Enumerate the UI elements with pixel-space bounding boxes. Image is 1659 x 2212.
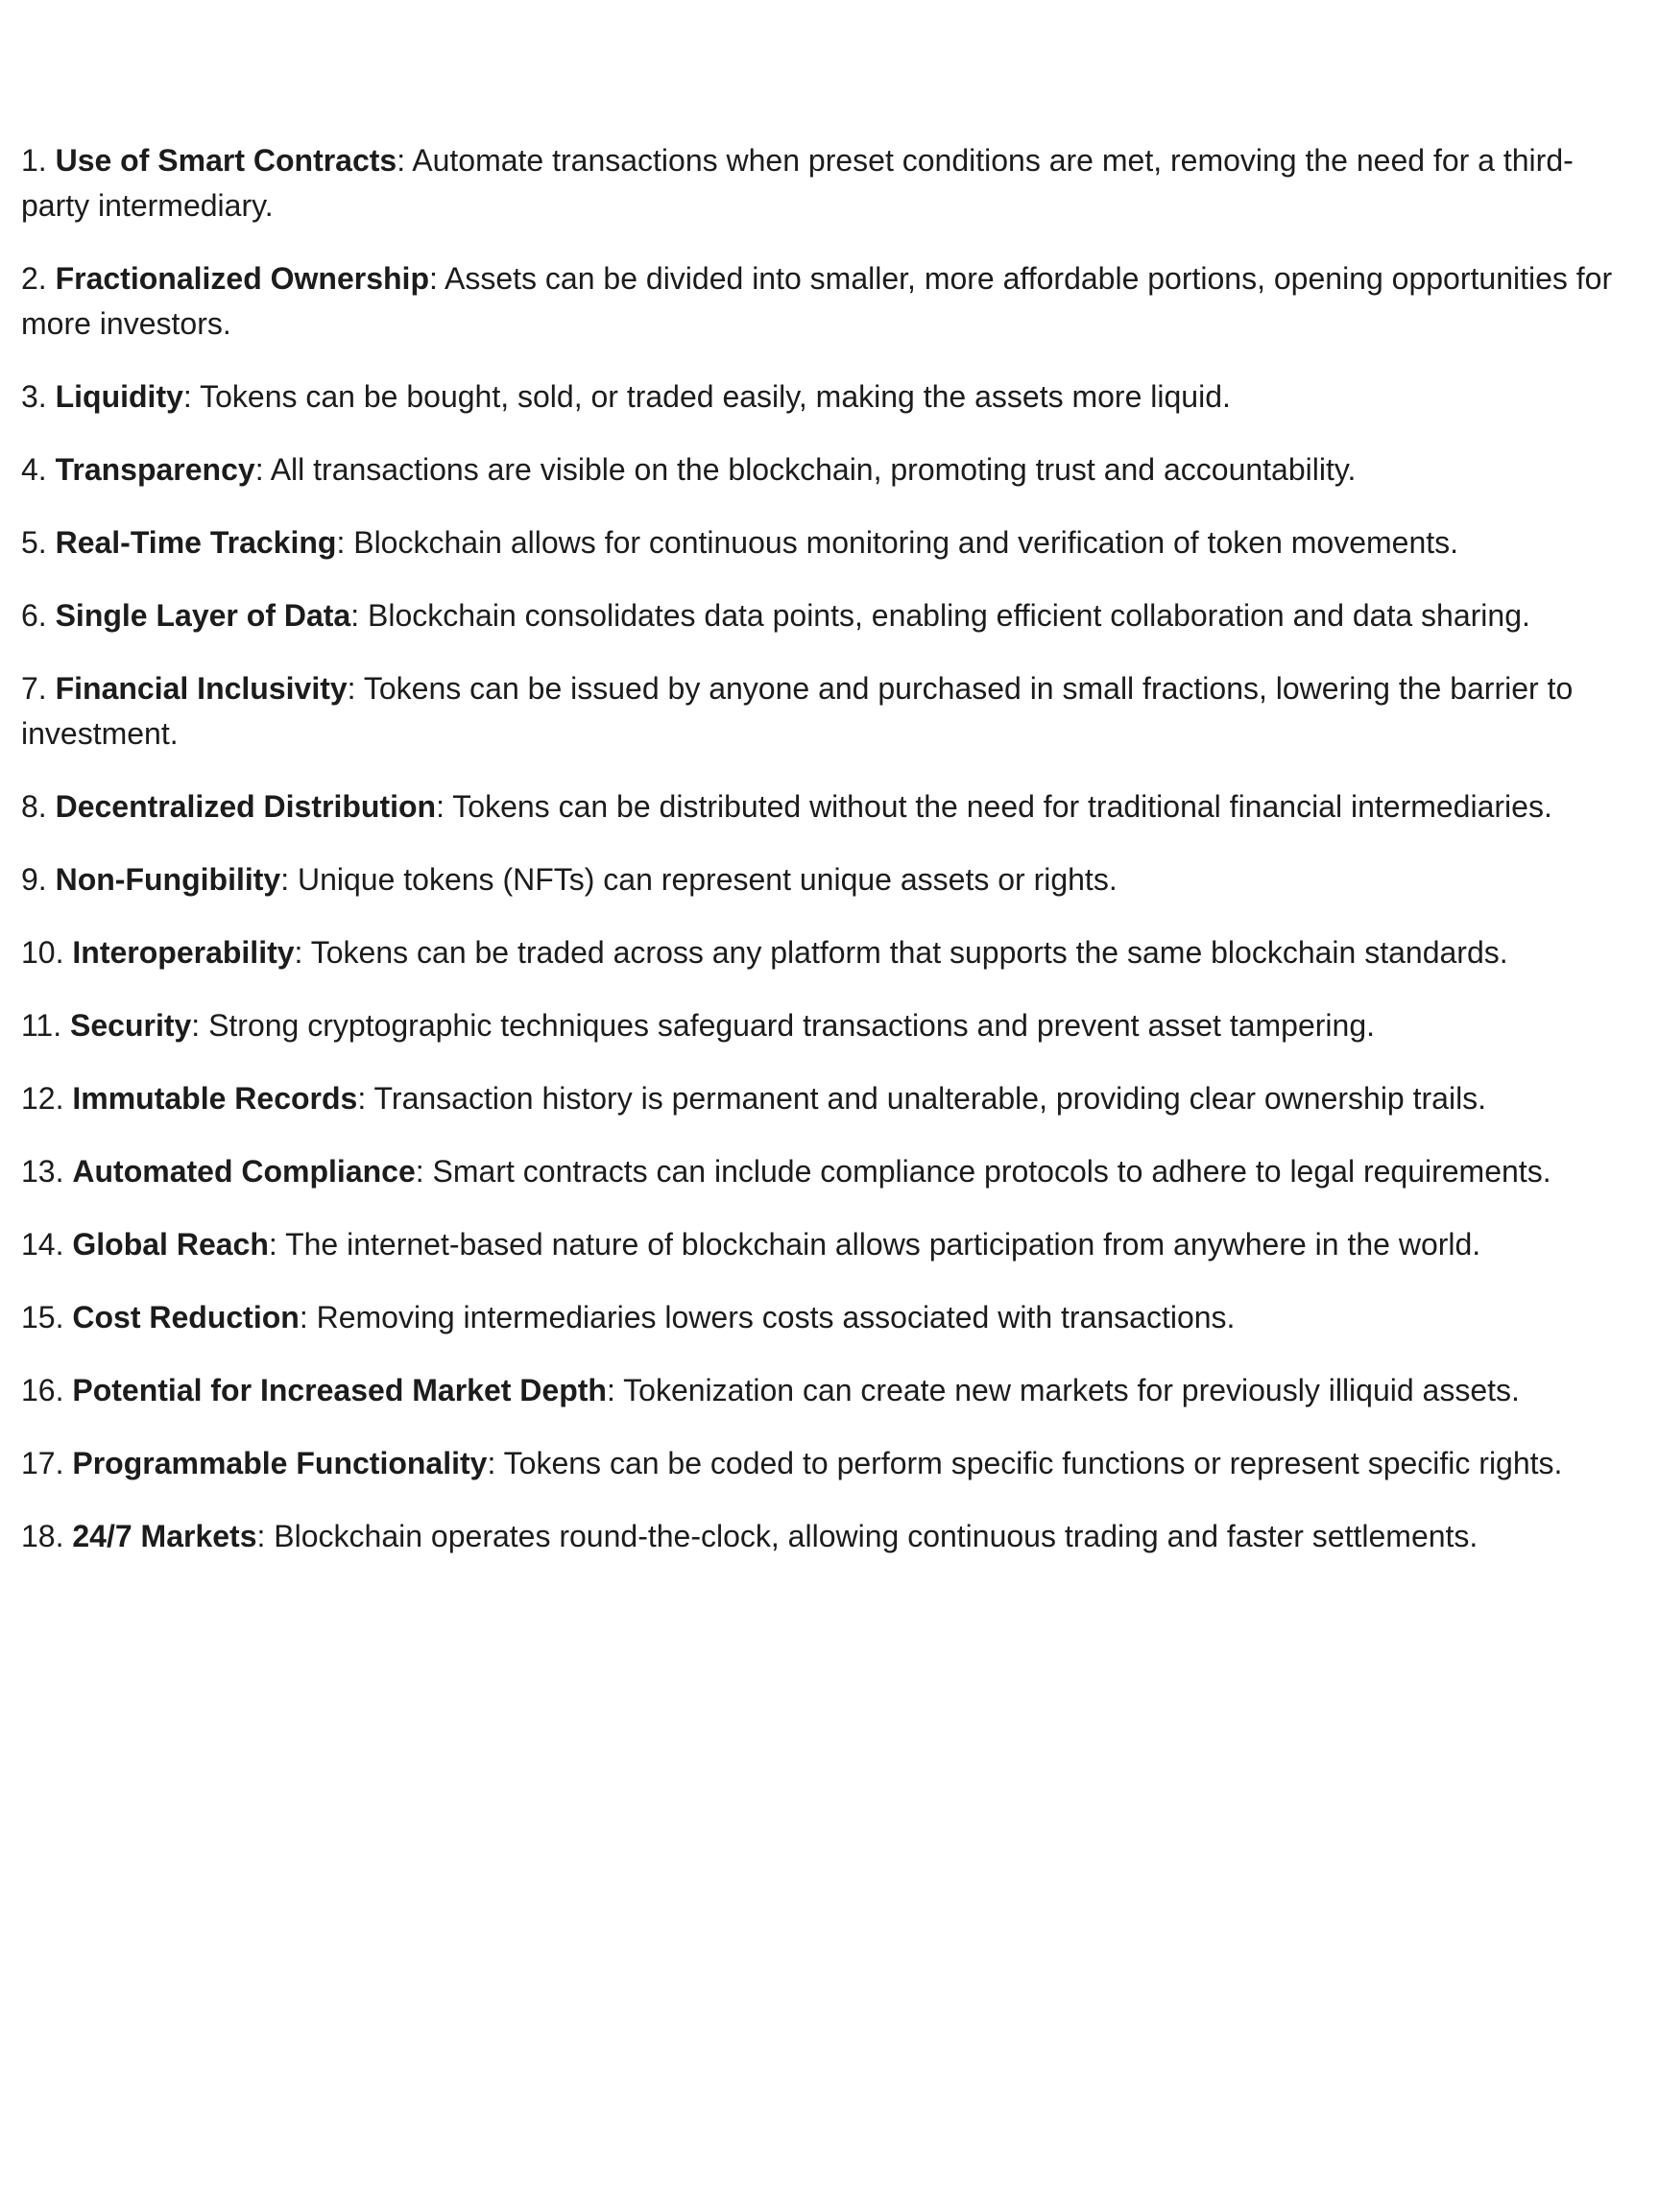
item-title: Single Layer of Data: [55, 598, 351, 633]
item-number: 15.: [21, 1300, 64, 1334]
item-text: : Smart contracts can include compliance protocols to adhere to legal requirements.: [415, 1154, 1551, 1189]
item-title: Automated Compliance: [72, 1154, 416, 1189]
item-number: 17.: [21, 1446, 64, 1480]
item-text: : Assets can be divided into smaller, more affordable portions, opening opportunities for more investors.: [21, 261, 1613, 341]
item-number: 7.: [21, 671, 47, 706]
list-item: [21, 1368, 1634, 1413]
item-text: : Tokens can be traded across any platform that supports the same blockchain standards.: [294, 935, 1508, 970]
item-number: 9.: [21, 862, 47, 897]
list-item: [21, 374, 1634, 420]
item-title: Potential for Increased Market Depth: [72, 1373, 607, 1407]
list-item: [21, 520, 1634, 565]
list-item: [21, 857, 1634, 902]
list-item: [21, 1222, 1634, 1267]
item-text: : Strong cryptographic techniques safeguard transactions and prevent asset tampering.: [191, 1008, 1375, 1043]
list-item: [21, 1003, 1634, 1048]
item-number: 11.: [21, 1008, 62, 1043]
list-item: [21, 1514, 1634, 1559]
list-item: [21, 666, 1634, 757]
list-item: [21, 1076, 1634, 1121]
item-number: 18.: [21, 1519, 64, 1553]
item-number: 12.: [21, 1081, 64, 1116]
item-number: 5.: [21, 525, 47, 560]
item-title: Use of Smart Contracts: [55, 143, 397, 178]
item-number: 2.: [21, 261, 47, 296]
item-title: Liquidity: [55, 379, 183, 414]
list-item: [21, 447, 1634, 493]
item-title: Fractionalized Ownership: [55, 261, 429, 296]
item-title: Decentralized Distribution: [55, 789, 437, 824]
list-item: [21, 1441, 1634, 1486]
item-title: Interoperability: [72, 935, 295, 970]
item-text: : Removing intermediaries lowers costs associated with transactions.: [299, 1300, 1236, 1334]
item-title: Non-Fungibility: [55, 862, 281, 897]
item-number: 1.: [21, 143, 47, 178]
item-title: Financial Inclusivity: [55, 671, 348, 706]
item-title: Real-Time Tracking: [55, 525, 337, 560]
item-title: Cost Reduction: [72, 1300, 300, 1334]
item-text: : Tokens can be issued by anyone and purchased in small fractions, lowering the barrier to investment.: [21, 671, 1574, 751]
item-title: 24/7 Markets: [72, 1519, 257, 1553]
item-number: 4.: [21, 452, 47, 487]
list-item: [21, 593, 1634, 638]
item-text: : Blockchain consolidates data points, enabling efficient collaboration and data sharing.: [350, 598, 1530, 633]
document-body: [21, 138, 1634, 1587]
item-text: : Automate transactions when preset conditions are met, removing the need for a third-party intermediary.: [21, 143, 1574, 223]
item-text: : Tokens can be coded to perform specific functions or represent specific rights.: [487, 1446, 1563, 1480]
item-title: Transparency: [55, 452, 255, 487]
item-title: Immutable Records: [72, 1081, 358, 1116]
item-number: 13.: [21, 1154, 64, 1189]
list-item: [21, 1295, 1634, 1340]
item-text: : Blockchain allows for continuous monitoring and verification of token movements.: [336, 525, 1459, 560]
list-item: [21, 1149, 1634, 1194]
list-item: [21, 256, 1634, 347]
item-title: Global Reach: [72, 1227, 269, 1262]
item-text: : All transactions are visible on the blockchain, promoting trust and accountability.: [254, 452, 1357, 487]
item-text: : Tokenization can create new markets for previously illiquid assets.: [606, 1373, 1520, 1407]
list-item: [21, 138, 1634, 228]
item-text: : Tokens can be distributed without the need for traditional financial intermediaries.: [436, 789, 1552, 824]
item-text: : Blockchain operates round-the-clock, allowing continuous trading and faster settlements.: [256, 1519, 1479, 1553]
item-title: Security: [70, 1008, 192, 1043]
list-item: [21, 784, 1634, 830]
item-title: Programmable Functionality: [72, 1446, 488, 1480]
item-number: 10.: [21, 935, 64, 970]
item-number: 14.: [21, 1227, 64, 1262]
item-text: : Transaction history is permanent and unalterable, providing clear ownership trails.: [357, 1081, 1487, 1116]
item-number: 6.: [21, 598, 47, 633]
item-text: : The internet-based nature of blockchain allows participation from anywhere in the world.: [268, 1227, 1481, 1262]
list-item: [21, 930, 1634, 975]
item-number: 8.: [21, 789, 47, 824]
item-number: 16.: [21, 1373, 64, 1407]
item-number: 3.: [21, 379, 47, 414]
item-text: : Tokens can be bought, sold, or traded easily, making the assets more liquid.: [182, 379, 1231, 414]
item-text: : Unique tokens (NFTs) can represent unique assets or rights.: [280, 862, 1118, 897]
